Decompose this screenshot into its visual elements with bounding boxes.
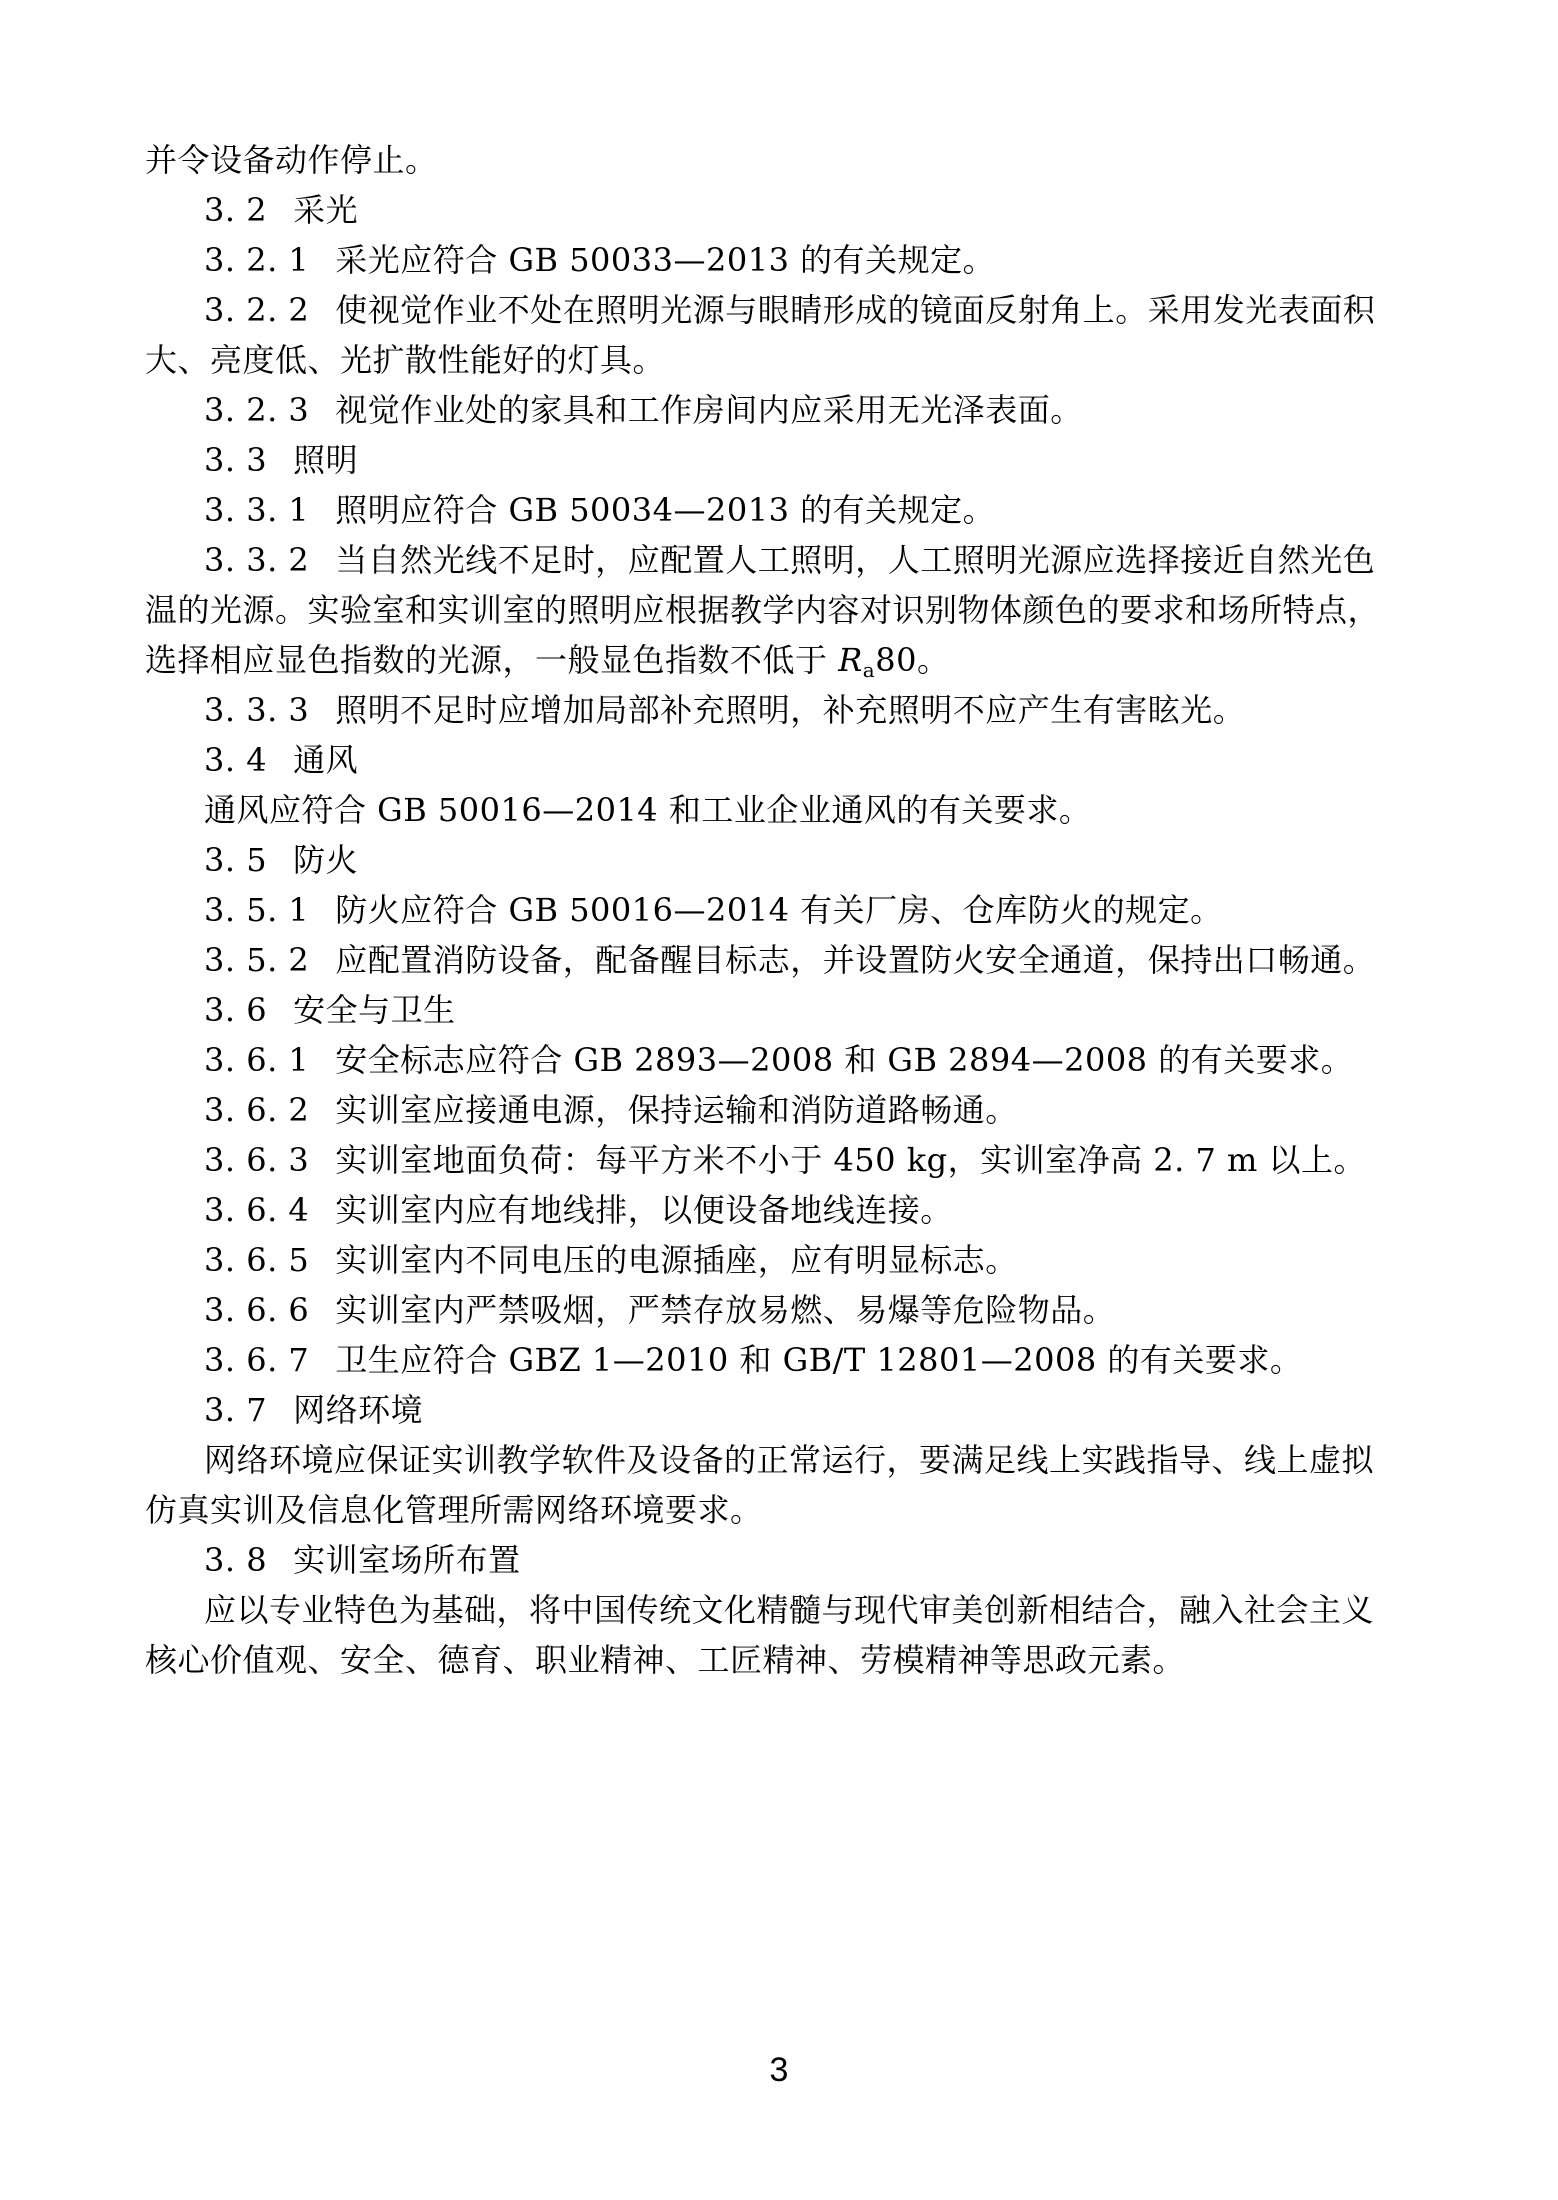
section-title: 通风: [293, 741, 359, 779]
section-heading-3-7: [204, 1390, 423, 1430]
ra-symbol: R: [838, 641, 863, 679]
clause-number: 3. 3. 2: [204, 541, 310, 579]
clause-3-6-6: [204, 1290, 1115, 1330]
clause-number: 3. 6. 4: [204, 1191, 310, 1229]
clause-text: 安全标志应符合 GB 2893—2008 和 GB 2894—2008 的有关要求。: [335, 1041, 1354, 1079]
section-title: 安全与卫生: [293, 991, 456, 1029]
section-number: 3. 6: [204, 991, 268, 1029]
section-number: 3. 4: [204, 741, 268, 779]
clause-number: 3. 3. 3: [204, 691, 310, 729]
ra-value: 80: [875, 641, 917, 679]
clause-3-5-1: [204, 890, 1223, 930]
clause-3-6-4: [204, 1190, 953, 1230]
clause-text: 防火应符合 GB 50016—2014 有关厂房、仓库防火的规定。: [335, 891, 1223, 929]
clause-text: 应配置消防设备，配备醒目标志，并设置防火安全通道，保持出口畅通。: [335, 941, 1376, 979]
clause-3-5-2: [204, 940, 1375, 980]
clause-number: 3. 3. 1: [204, 491, 310, 529]
line-text: 并令设备动作停止。: [145, 141, 438, 179]
section-heading-3-5: [204, 840, 358, 880]
line-text: 核心价值观、安全、德育、职业精神、工匠精神、劳模精神等思政元素。: [145, 1641, 1186, 1679]
line-text: 通风应符合 GB 50016—2014 和工业企业通风的有关要求。: [204, 791, 1092, 829]
section-heading-3-8: [204, 1540, 521, 1580]
paragraph-line: [145, 1640, 1185, 1680]
section-heading-3-3: [204, 440, 358, 480]
clause-text: 卫生应符合 GBZ 1—2010 和 GB/T 12801—2008 的有关要求。: [335, 1341, 1303, 1379]
clause-text: 采光应符合 GB 50033—2013 的有关规定。: [335, 241, 996, 279]
line-text: 大、亮度低、光扩散性能好的灯具。: [145, 341, 666, 379]
section-heading-3-2: [204, 190, 358, 230]
section-title: 实训室场所布置: [293, 1541, 521, 1579]
paragraph-line: [204, 1590, 1374, 1630]
clause-3-3-3: [204, 690, 1245, 730]
section-title: 防火: [293, 841, 359, 879]
clause-3-2-2: [204, 290, 1375, 330]
clause-3-3-1: [204, 490, 995, 530]
clause-text: 实训室应接通电源，保持运输和消防道路畅通。: [335, 1091, 1018, 1129]
clause-text: 视觉作业处的家具和工作房间内应采用无光泽表面。: [335, 391, 1083, 429]
paragraph-line: [145, 340, 665, 380]
clause-number: 3. 6. 3: [204, 1141, 310, 1179]
section-number: 3. 3: [204, 441, 268, 479]
section-heading-3-6: [204, 990, 456, 1030]
clause-text: 实训室地面负荷：每平方米不小于 450 kg，实训室净高 2. 7 m 以上。: [335, 1141, 1366, 1179]
clause-text: 实训室内应有地线排，以便设备地线连接。: [335, 1191, 953, 1229]
clause-number: 3. 6. 6: [204, 1291, 310, 1329]
section-number: 3. 7: [204, 1391, 268, 1429]
paragraph-line: [145, 140, 438, 180]
line-text: 选择相应显色指数的光源，一般显色指数不低于: [145, 641, 839, 679]
clause-3-6-2: [204, 1090, 1018, 1130]
section-number: 3. 5: [204, 841, 268, 879]
clause-number: 3. 6. 1: [204, 1041, 310, 1079]
section-heading-3-4: [204, 740, 358, 780]
section-title: 网络环境: [293, 1391, 424, 1429]
line-text: 应以专业特色为基础，将中国传统文化精髓与现代审美创新相结合，融入社会主义: [204, 1591, 1375, 1629]
clause-text: 实训室内不同电压的电源插座，应有明显标志。: [335, 1241, 1018, 1279]
clause-number: 3. 6. 2: [204, 1091, 310, 1129]
clause-text: 当自然光线不足时，应配置人工照明，人工照明光源应选择接近自然光色: [335, 541, 1376, 579]
clause-number: 3. 2. 3: [204, 391, 310, 429]
clause-3-3-2: [204, 540, 1375, 580]
clause-3-6-7: [204, 1340, 1302, 1380]
clause-number: 3. 6. 7: [204, 1341, 310, 1379]
paragraph-line: [145, 1490, 763, 1530]
clause-number: 3. 5. 1: [204, 891, 310, 929]
section-number: 3. 2: [204, 191, 268, 229]
clause-number: 3. 6. 5: [204, 1241, 310, 1279]
section-title: 采光: [293, 191, 359, 229]
paragraph-line: [204, 790, 1091, 830]
clause-text: 照明应符合 GB 50034—2013 的有关规定。: [335, 491, 996, 529]
clause-number: 3. 2. 1: [204, 241, 310, 279]
clause-3-6-5: [204, 1240, 1018, 1280]
line-text: 网络环境应保证实训教学软件及设备的正常运行，要满足线上实践指导、线上虚拟: [204, 1441, 1375, 1479]
section-title: 照明: [293, 441, 359, 479]
line-text: 仿真实训及信息化管理所需网络环境要求。: [145, 1491, 763, 1529]
clause-number: 3. 2. 2: [204, 291, 310, 329]
section-number: 3. 8: [204, 1541, 268, 1579]
paragraph-line: [204, 1440, 1374, 1480]
clause-number: 3. 5. 2: [204, 941, 310, 979]
clause-3-6-3: [204, 1140, 1366, 1180]
clause-text: 实训室内严禁吸烟，严禁存放易燃、易爆等危险物品。: [335, 1291, 1116, 1329]
clause-3-6-1: [204, 1040, 1353, 1080]
paragraph-line: [145, 640, 949, 690]
page-number: 3: [769, 2051, 789, 2089]
clause-3-2-3: [204, 390, 1083, 430]
ra-suffix: 。: [916, 641, 950, 679]
clause-3-2-1: [204, 240, 995, 280]
clause-text: 使视觉作业不处在照明光源与眼睛形成的镜面反射角上。采用发光表面积: [335, 291, 1376, 329]
ra-subscript: a: [862, 658, 876, 682]
paragraph-line: [145, 590, 1380, 630]
line-text: 温的光源。实验室和实训室的照明应根据教学内容对识别物体颜色的要求和场所特点，: [145, 591, 1381, 629]
clause-text: 照明不足时应增加局部补充照明，补充照明不应产生有害眩光。: [335, 691, 1246, 729]
